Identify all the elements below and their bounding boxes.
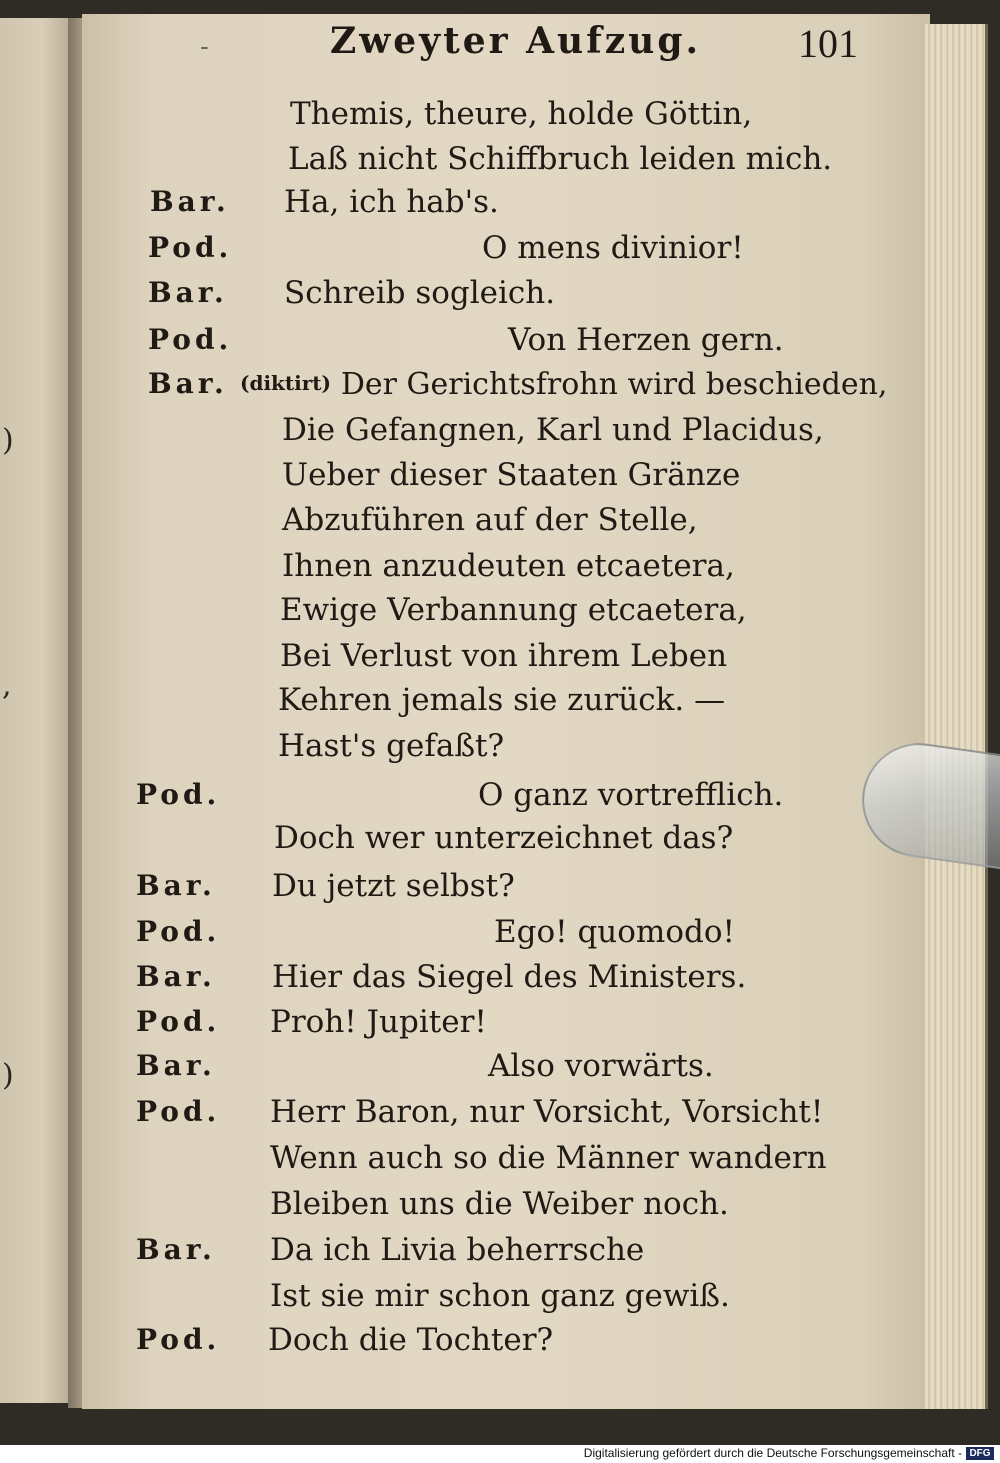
speaker-label: Bar. (150, 185, 230, 218)
verse-line: Also vorwärts. (488, 1048, 714, 1084)
digitization-credit: Digitalisierung gefördert durch die Deutsche Forschungsgemeinschaft - (583, 1446, 962, 1460)
verse-line: Ewige Verbannung etcaetera, (280, 592, 747, 628)
stage-direction: (diktirt) (240, 371, 331, 395)
running-title: Zweyter Aufzug. (330, 20, 702, 62)
left-page-fragment: ) (2, 1058, 14, 1093)
speaker-label: Bar. (136, 869, 216, 902)
dfg-logo: DFG (966, 1447, 994, 1460)
speaker-label: Pod. (148, 231, 233, 264)
verse-line: Ihnen anzudeuten etcaetera, (282, 548, 735, 584)
header-dash: - (200, 32, 209, 62)
verse-line: Herr Baron, nur Vorsicht, Vorsicht! (270, 1094, 824, 1130)
verse-line: Abzuführen auf der Stelle, (282, 502, 698, 538)
verse-line: O mens divinior! (482, 230, 744, 266)
verse-line: Doch die Tochter? (268, 1322, 554, 1358)
speaker-label: Pod. (136, 1005, 221, 1038)
verse-line: Ueber dieser Staaten Gränze (282, 457, 741, 493)
verse-line: Von Herzen gern. (508, 322, 784, 358)
speaker-label: Pod. (136, 1095, 221, 1128)
verse-line: Proh! Jupiter! (270, 1004, 487, 1040)
verse-line: Ha, ich hab's. (284, 184, 499, 220)
speaker-label: Bar. (148, 367, 228, 400)
verse-line: Laß nicht Schiffbruch leiden mich. (288, 141, 833, 177)
speaker-label: Bar. (148, 276, 228, 309)
page-number: 101 (798, 21, 858, 66)
verse-line: Doch wer unterzeichnet das? (274, 820, 734, 856)
verse-line: Hast's gefaßt? (278, 728, 505, 764)
left-page-fragment: ) (2, 423, 14, 458)
verse-line: Themis, theure, holde Göttin, (290, 96, 753, 132)
speaker-label: Bar. (136, 1049, 216, 1082)
page-edges (925, 24, 988, 1409)
verse-line: Schreib sogleich. (284, 275, 556, 311)
verse-line: Bleiben uns die Weiber noch. (270, 1186, 729, 1222)
verse-line: Ego! quomodo! (494, 914, 735, 950)
verse-text: Der Gerichtsfrohn wird beschieden, (340, 367, 888, 402)
verse-line: Die Gefangnen, Karl und Placidus, (282, 412, 824, 448)
speaker-label: Bar. (136, 1233, 216, 1266)
verse-line: O ganz vortrefflich. (478, 777, 784, 813)
speaker-label: Pod. (136, 778, 221, 811)
verse-line: Du jetzt selbst? (272, 868, 515, 904)
verse-line: Ist sie mir schon ganz gewiß. (270, 1278, 730, 1314)
speaker-label: Bar. (136, 960, 216, 993)
speaker-label: Pod. (148, 323, 233, 356)
verse-line: Bei Verlust von ihrem Leben (280, 638, 728, 674)
verse-line: Hier das Siegel des Ministers. (272, 959, 747, 995)
verse-line: Kehren jemals sie zurück. — (278, 682, 726, 718)
left-page-fragment: , (2, 668, 12, 703)
verse-line: Da ich Livia beherrsche (270, 1232, 645, 1268)
verse-line: Wenn auch so die Männer wandern (270, 1140, 827, 1176)
speaker-label: Pod. (136, 915, 221, 948)
left-page-edge (0, 18, 70, 1403)
speaker-label: Pod. (136, 1323, 221, 1356)
verse-line-with-stage (240, 364, 887, 407)
